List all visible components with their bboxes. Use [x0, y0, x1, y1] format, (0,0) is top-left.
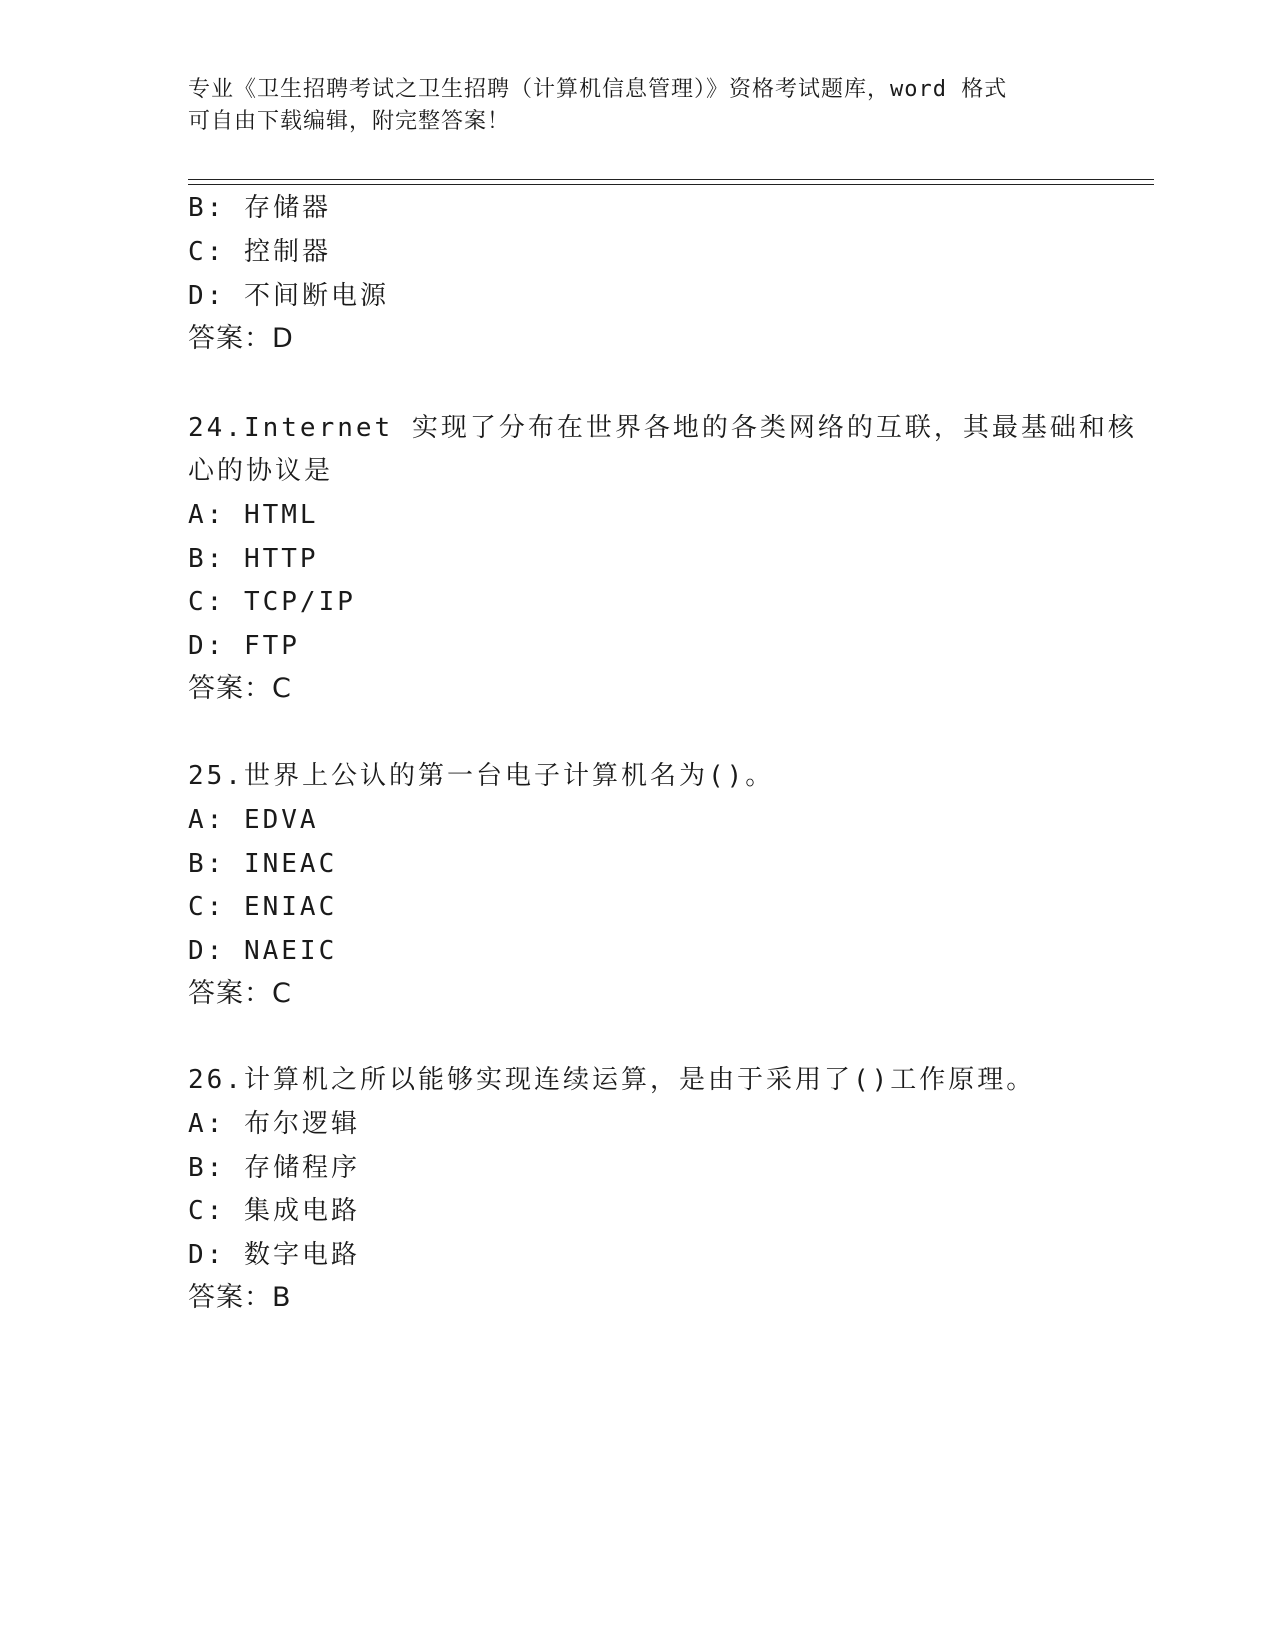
- q25-option-d: D: NAEIC: [188, 936, 338, 966]
- q25-stem: 25.世界上公认的第一台电子计算机名为()。: [188, 761, 775, 791]
- header-divider-bottom: [188, 184, 1154, 185]
- q23-answer: 答案：D: [188, 323, 294, 354]
- q24-stem-line1: 24.Internet 实现了分布在世界各地的各类网络的互联，其最基础和核: [188, 413, 1137, 443]
- header-title-line2: 可自由下载编辑，附完整答案！: [188, 109, 511, 134]
- q26-answer: 答案：B: [188, 1282, 292, 1313]
- header-divider-top: [188, 179, 1154, 180]
- q26-option-b: B: 存储程序: [188, 1153, 360, 1183]
- q26-option-c: C: 集成电路: [188, 1196, 360, 1226]
- q25-answer: 答案：C: [188, 978, 292, 1009]
- q24-stem-line2: 心的协议是: [188, 456, 334, 486]
- q23-option-d: D: 不间断电源: [188, 281, 389, 311]
- q23-option-b: B: 存储器: [188, 193, 331, 223]
- q23-option-c: C: 控制器: [188, 237, 331, 267]
- q24-option-a: A: HTML: [188, 500, 319, 530]
- q24-option-b: B: HTTP: [188, 544, 319, 574]
- q25-option-b: B: INEAC: [188, 849, 338, 879]
- q26-stem: 26.计算机之所以能够实现连续运算，是由于采用了()工作原理。: [188, 1065, 1036, 1095]
- document-header: [188, 74, 1088, 138]
- q24-answer: 答案：C: [188, 673, 292, 704]
- q26-option-d: D: 数字电路: [188, 1240, 360, 1270]
- q25-option-a: A: EDVA: [188, 805, 319, 835]
- header-title-line1: 专业《卫生招聘考试之卫生招聘（计算机信息管理）》资格考试题库，word 格式: [188, 77, 1008, 102]
- q25-option-c: C: ENIAC: [188, 892, 338, 922]
- q24-option-d: D: FTP: [188, 631, 300, 661]
- q26-option-a: A: 布尔逻辑: [188, 1109, 360, 1139]
- q24-option-c: C: TCP/IP: [188, 587, 356, 617]
